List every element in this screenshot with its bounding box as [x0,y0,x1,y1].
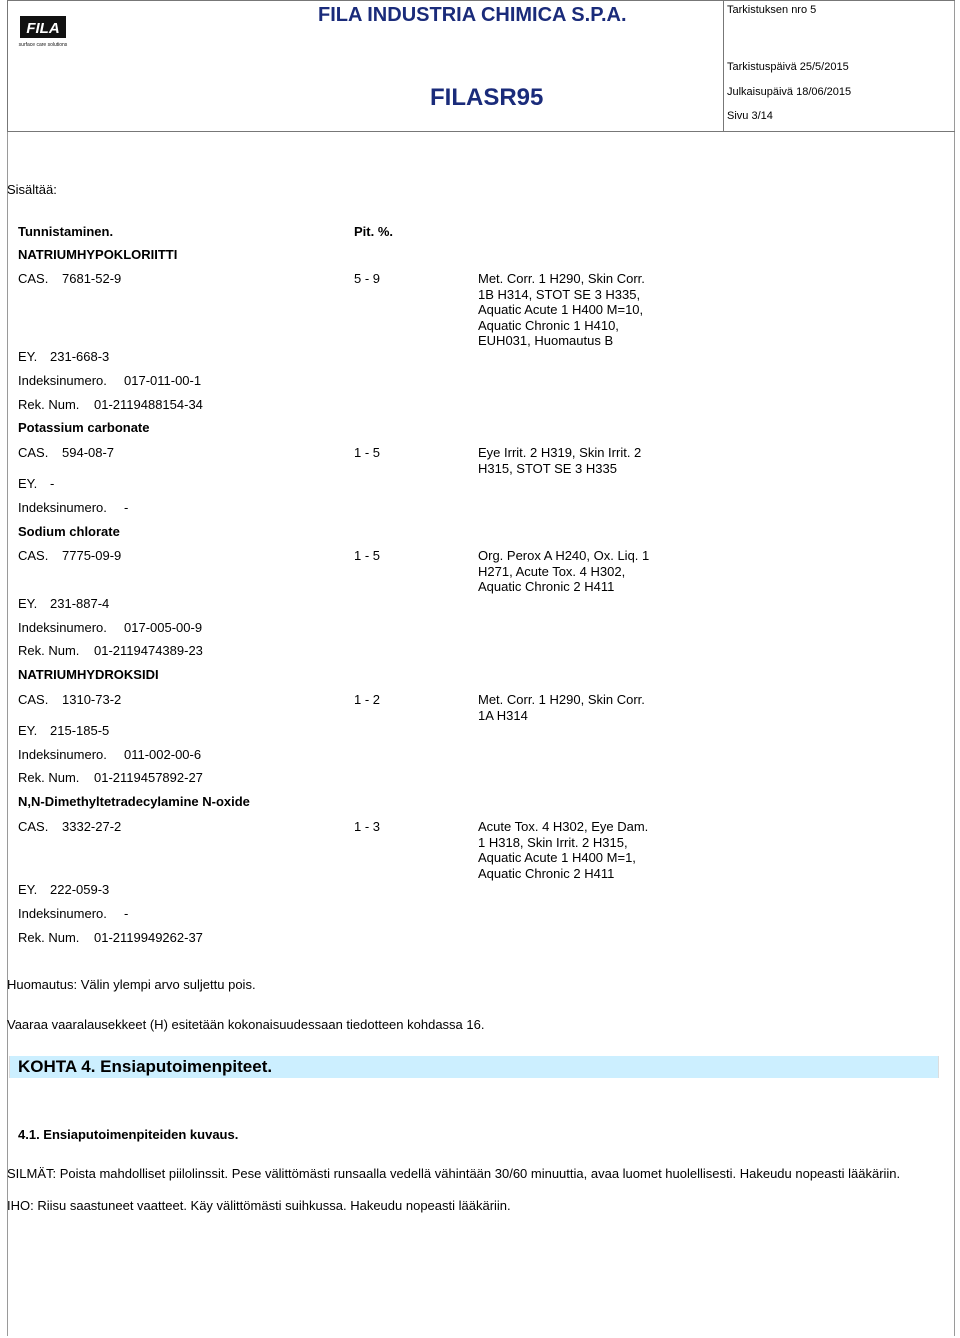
reg-label: Rek. Num. [18,770,80,785]
ey-label: EY. [18,723,38,738]
index-label: Indeksinumero. [18,373,107,388]
cas-label: CAS. [18,819,49,834]
revision-date: Tarkistuspäivä 25/5/2015 [727,61,849,73]
ey-number: 231-668-3 [50,349,110,364]
hazard-classification: Org. Perox A H240, Ox. Liq. 1 H271, Acute Tox. 4 H302, Aquatic Chronic 2 H411 [478,548,650,594]
concentration-header: Pit. %. [354,224,394,239]
cas-number: 1310-73-2 [62,692,122,707]
page-number: Sivu 3/14 [727,110,773,122]
index-label: Indeksinumero. [18,747,107,762]
hazard-classification: Eye Irrit. 2 H319, Skin Irrit. 2 H315, STOT SE 3 H335 [478,445,642,476]
substance-name: NATRIUMHYDROKSIDI [18,667,159,682]
company-name: FILA INDUSTRIA CHIMICA S.P.A. [318,4,627,26]
section-title: KOHTA 4. Ensiaputoimenpiteet. [18,1057,273,1076]
product-name: FILASR95 [430,84,544,111]
header-divider [723,0,724,131]
range-note: Huomautus: Välin ylempi arvo suljettu pois. [7,977,256,992]
index-label: Indeksinumero. [18,906,107,921]
ey-number: - [50,476,55,491]
cas-number: 594-08-7 [62,445,115,460]
substance-name: NATRIUMHYPOKLORIITTI [18,247,178,262]
ey-number: 215-185-5 [50,723,110,738]
cas-number: 3332-27-2 [62,819,122,834]
index-number: 011-002-00-6 [124,747,202,762]
hazard-classification: Acute Tox. 4 H302, Eye Dam. 1 H318, Skin Irrit. 2 H315, Aquatic Acute 1 H400 M=1, Aquatic Chronic 2 H411 [478,819,649,881]
cas-label: CAS. [18,445,49,460]
substance-name: N,N-Dimethyltetradecylamine N-oxide [18,794,250,809]
concentration: 5 - 9 [354,271,381,286]
reg-label: Rek. Num. [18,930,80,945]
ey-number: 231-887-4 [50,596,110,611]
hazard-classification: Met. Corr. 1 H290, Skin Corr. 1B H314, STOT SE 3 H335, Aquatic Acute 1 H400 M=10, Aquatic Chronic 1 H410, EUH031, Huomautus B [478,271,645,348]
index-number: - [124,500,129,515]
reg-number: 01-2119949262-37 [94,930,203,945]
cas-label: CAS. [18,271,49,286]
cas-number: 7775-09-9 [62,548,122,563]
ey-number: 222-059-3 [50,882,110,897]
index-label: Indeksinumero. [18,500,107,515]
eyes-instructions: SILMÄT: Poista mahdolliset piilolinssit. Pese välittömästi runsaalla vedellä vähintään 30/60 minuuttia, avaa luomet huolellisesti. Hakeudu nopeasti lääkäriin. [7,1166,901,1181]
cas-label: CAS. [18,692,49,707]
revision-number: Tarkistuksen nro 5 [727,4,817,16]
skin-instructions: IHO: Riisu saastuneet vaatteet. Käy välittömästi suihkussa. Hakeudu nopeasti lääkäriin. [7,1198,511,1213]
identification-header: Tunnistaminen. [18,224,114,239]
header-bottom-border [7,131,955,132]
cas-number: 7681-52-9 [62,271,122,286]
logo-subtext: surface care solutions [18,42,68,48]
ey-label: EY. [18,349,38,364]
concentration: 1 - 3 [354,819,381,834]
index-number: 017-011-00-1 [124,373,202,388]
concentration: 1 - 5 [354,445,381,460]
hazard-classification: Met. Corr. 1 H290, Skin Corr. 1A H314 [478,692,645,723]
reg-number: 01-2119457892-27 [94,770,203,785]
concentration: 1 - 5 [354,548,381,563]
ey-label: EY. [18,596,38,611]
ey-label: EY. [18,882,38,897]
substance-name: Potassium carbonate [18,420,150,435]
h-statements-note: Vaaraa vaaralausekkeet (H) esitetään kokonaisuudessaan tiedotteen kohdassa 16. [7,1017,485,1032]
index-label: Indeksinumero. [18,620,107,635]
fila-logo [18,14,70,48]
ey-label: EY. [18,476,38,491]
index-number: - [124,906,129,921]
substance-name: Sodium chlorate [18,524,120,539]
reg-number: 01-2119474389-23 [94,643,203,658]
index-number: 017-005-00-9 [124,620,203,635]
reg-number: 01-2119488154-34 [94,397,203,412]
reg-label: Rek. Num. [18,643,80,658]
concentration: 1 - 2 [354,692,381,707]
cas-label: CAS. [18,548,49,563]
logo-text: FILA [26,20,60,37]
contains-label: Sisältää: [7,182,57,197]
publish-date: Julkaisupäivä 18/06/2015 [727,86,852,98]
reg-label: Rek. Num. [18,397,80,412]
header-top-border [7,0,955,1]
subsection-title: 4.1. Ensiaputoimenpiteiden kuvaus. [18,1127,239,1142]
header-left-border [7,0,8,131]
